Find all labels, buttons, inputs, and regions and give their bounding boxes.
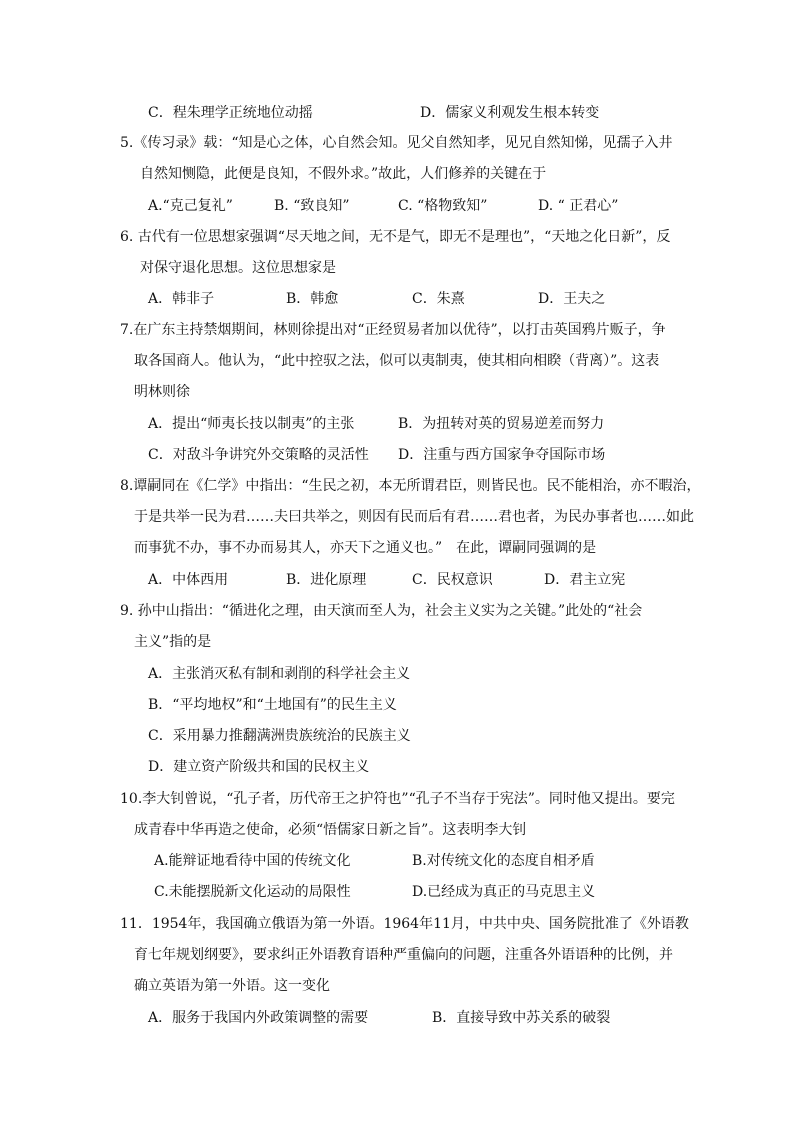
- q6-stem-line-1: 6. 古代有一位思想家强调“尽天地之间，无不是气，即无不是理也”，“天地之化日新”，反: [120, 229, 671, 245]
- q5-stem-line-2: 自然知恻隐，此便是良知，不假外求。”故此，人们修养的关键在于: [140, 166, 547, 182]
- q9-stem-line-1: 9. 孙中山指出：“循进化之理，由天演而至人为，社会主义实为之关键。”此处的“社会: [120, 603, 643, 619]
- q7-option-c: C．对敌斗争讲究外交策略的灵活性: [148, 447, 369, 463]
- q8-stem-line-3: 而事犹不办，事不办而易其人，亦天下之通义也。” 在此，谭嗣同强调的是: [134, 540, 597, 556]
- q8-option-c: C．民权意识: [412, 572, 493, 588]
- q7-option-a: A．提出“师夷长技以制夷”的主张: [148, 416, 355, 432]
- q9-option-b: B．“平均地权”和“土地国有”的民生主义: [148, 697, 397, 713]
- q9-stem-line-2: 主义”指的是: [134, 634, 212, 650]
- q8-option-b: B．进化原理: [286, 572, 367, 588]
- q5-option-c: C. “格物致知”: [398, 198, 488, 214]
- q7-option-d: D．注重与西方国家争夺国际市场: [398, 447, 606, 463]
- q10-option-d: D.已经成为真正的马克思主义: [412, 884, 596, 900]
- q11-stem-line-2: 育七年规划纲要》，要求纠正外语教育语种严重偏向的问题，注重各外语语种的比例，并: [134, 947, 673, 963]
- q4-option-d: D．儒家义利观发生根本转变: [420, 105, 600, 121]
- q10-option-b: B.对传统文化的态度自相矛盾: [412, 853, 595, 869]
- q9-option-d: D．建立资产阶级共和国的民权主义: [148, 759, 370, 775]
- q9-option-a: A．主张消灭私有制和剥削的科学社会主义: [148, 666, 411, 682]
- q5-option-d: D. “ 正君心”: [538, 198, 619, 214]
- q11-stem-line-1: 11．1954年，我国确立俄语为第一外语。1964年11月，中共中央、国务院批准了《外语教: [120, 916, 689, 932]
- q11-option-b: B．直接导致中苏关系的破裂: [432, 1010, 611, 1026]
- q8-stem-line-1: 8.谭嗣同在《仁学》中指出：“生民之初，本无所谓君臣，则皆民也。民不能相治，亦不暇治，: [120, 478, 701, 494]
- q5-option-b: B. “致良知”: [274, 198, 350, 214]
- q8-option-d: D．君主立宪: [544, 572, 626, 588]
- q11-option-a: A．服务于我国内外政策调整的需要: [148, 1010, 369, 1026]
- q11-stem-line-3: 确立英语为第一外语。这一变化: [134, 978, 330, 994]
- q10-stem-line-1: 10.李大钊曾说，“孔子者，历代帝王之护符也”“孔子不当存于宪法”。同时他又提出。要完: [120, 791, 675, 807]
- q8-option-a: A．中体西用: [148, 572, 229, 588]
- q6-option-c: C．朱熹: [412, 291, 465, 307]
- q6-stem-line-2: 对保守退化思想。这位思想家是: [140, 260, 336, 276]
- q8-stem-line-2: 于是共举一民为君……夫曰共举之，则因有民而后有君……君也者，为民办事者也……如此: [134, 509, 694, 525]
- q6-option-d: D．王夫之: [538, 291, 606, 307]
- q7-stem-line-1: 7.在广东主持禁烟期间，林则徐提出对“正经贸易者加以优待”，以打击英国鸦片贩子，争: [120, 322, 666, 338]
- q4-option-c: C．程朱理学正统地位动摇: [148, 105, 313, 121]
- q6-option-a: A．韩非子: [148, 291, 215, 307]
- q7-stem-line-2: 取各国商人。他认为，“此中控驭之法，似可以夷制夷，使其相向相睽（背离）”。这表: [134, 353, 660, 369]
- q5-option-a: A.“克己复礼”: [148, 198, 233, 214]
- q9-option-c: C．采用暴力推翻满洲贵族统治的民族主义: [148, 728, 411, 744]
- q7-stem-line-3: 明林则徐: [134, 384, 190, 400]
- q10-option-a: A.能辩证地看待中国的传统文化: [154, 853, 351, 869]
- q6-option-b: B．韩愈: [286, 291, 339, 307]
- q10-stem-line-2: 成青春中华再造之使命，必须“悟儒家日新之旨”。这表明李大钊: [134, 822, 527, 838]
- q10-option-c: C.未能摆脱新文化运动的局限性: [154, 884, 351, 900]
- q5-stem-line-1: 5.《传习录》载：“知是心之体，心自然会知。见父自然知孝，见兄自然知悌，见孺子入井: [120, 135, 673, 151]
- q7-option-b: B．为扭转对英的贸易逆差而努力: [398, 416, 605, 432]
